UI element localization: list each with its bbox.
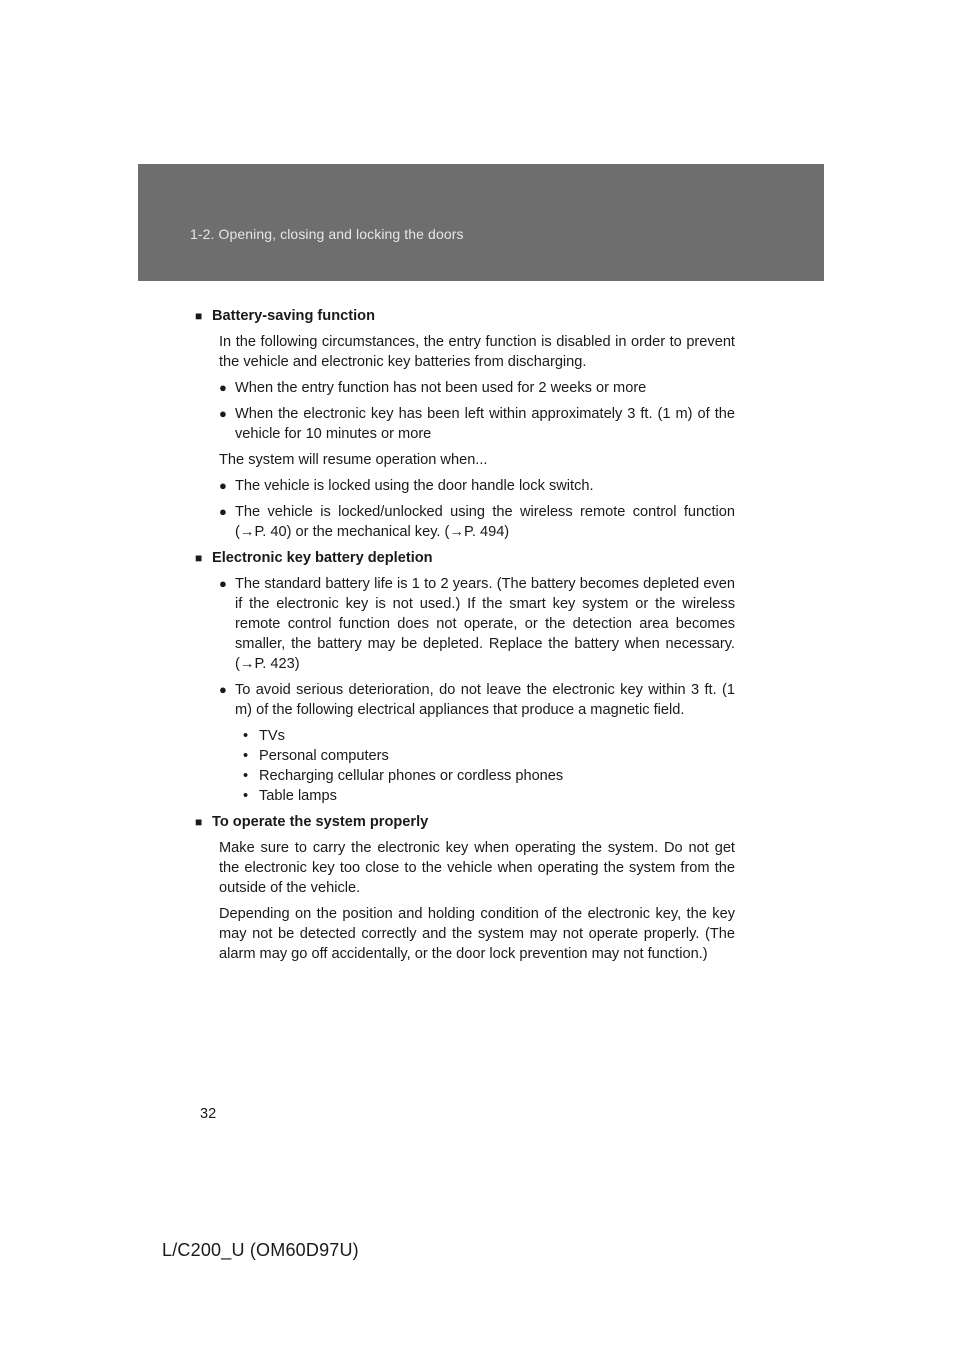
list-item-text: The vehicle is locked using the door handle lock switch. [235,478,594,494]
list-item [219,476,735,496]
sub-list-item-text: Recharging cellular phones or cordless phones [259,768,564,784]
round-bullet-icon: ● [219,380,227,395]
section-heading [195,306,735,326]
sub-list-item [235,766,735,786]
list-item [219,502,735,542]
list-item [219,378,735,398]
small-bullet-icon: • [243,768,249,784]
sub-list-item-text: Table lamps [259,788,337,804]
round-bullet-icon: ● [219,406,227,421]
small-bullet-icon: • [243,788,249,804]
section-heading [195,812,735,832]
paragraph: Make sure to carry the electronic key when operating the system. Do not get the electronic key too close to the vehicle when operating the system from the outside of the vehicle. [219,840,735,896]
appliance-list [235,726,735,806]
list-item-text: The vehicle is locked/unlocked using the wireless remote control function (→P. 40) or the mechanical key. (→P. 494) [235,504,735,540]
square-bullet-icon: ■ [195,551,203,565]
round-bullet-icon: ● [219,504,227,519]
round-bullet-icon: ● [219,682,227,697]
page-number: 32 [200,1106,217,1122]
sub-list-item [235,746,735,766]
header-band [138,164,824,281]
paragraph: Depending on the position and holding condition of the electronic key, the key may not be detected correctly and the system may not operate properly. (The alarm may go off accidentally, or the door lock prevention may not function.) [219,906,735,962]
list-item [219,574,735,674]
section-heading [195,548,735,568]
paragraph: The system will resume operation when... [219,452,488,468]
list-item-text: When the entry function has not been used for 2 weeks or more [235,380,647,396]
sub-list-item-text: Personal computers [259,748,389,764]
sub-list-item [235,726,735,746]
list-item [219,404,735,444]
section-heading-text: Battery-saving function [212,308,375,324]
round-bullet-icon: ● [219,478,227,493]
sub-list-item-text: TVs [259,728,285,744]
section-heading-text: Electronic key battery depletion [212,550,433,566]
sub-list-item [235,786,735,806]
list-item [219,680,735,720]
list-item-text: To avoid serious deterioration, do not leave the electronic key within 3 ft. (1 m) of the following electrical appliances that produce a magnetic field. [235,682,735,718]
section-heading-text: To operate the system properly [212,814,429,830]
square-bullet-icon: ■ [195,309,203,323]
chapter-title: 1-2. Opening, closing and locking the doors [190,226,464,242]
square-bullet-icon: ■ [195,815,203,829]
page-content [195,306,735,970]
small-bullet-icon: • [243,728,249,744]
list-item-text: The standard battery life is 1 to 2 years. (The battery becomes depleted even if the electronic key is not used.) If the smart key system or the wireless remote control function does not operate, or the detection area becomes smaller, the battery may be depleted. Replace the battery when necessary. (→P. 423) [235,576,735,672]
small-bullet-icon: • [243,748,249,764]
list-item-text: When the electronic key has been left within approximately 3 ft. (1 m) of the vehicle for 10 minutes or more [235,406,735,442]
paragraph: In the following circumstances, the entry function is disabled in order to prevent the vehicle and electronic key batteries from discharging. [219,334,735,370]
model-code: L/C200_U (OM60D97U) [162,1240,359,1260]
round-bullet-icon: ● [219,576,227,591]
